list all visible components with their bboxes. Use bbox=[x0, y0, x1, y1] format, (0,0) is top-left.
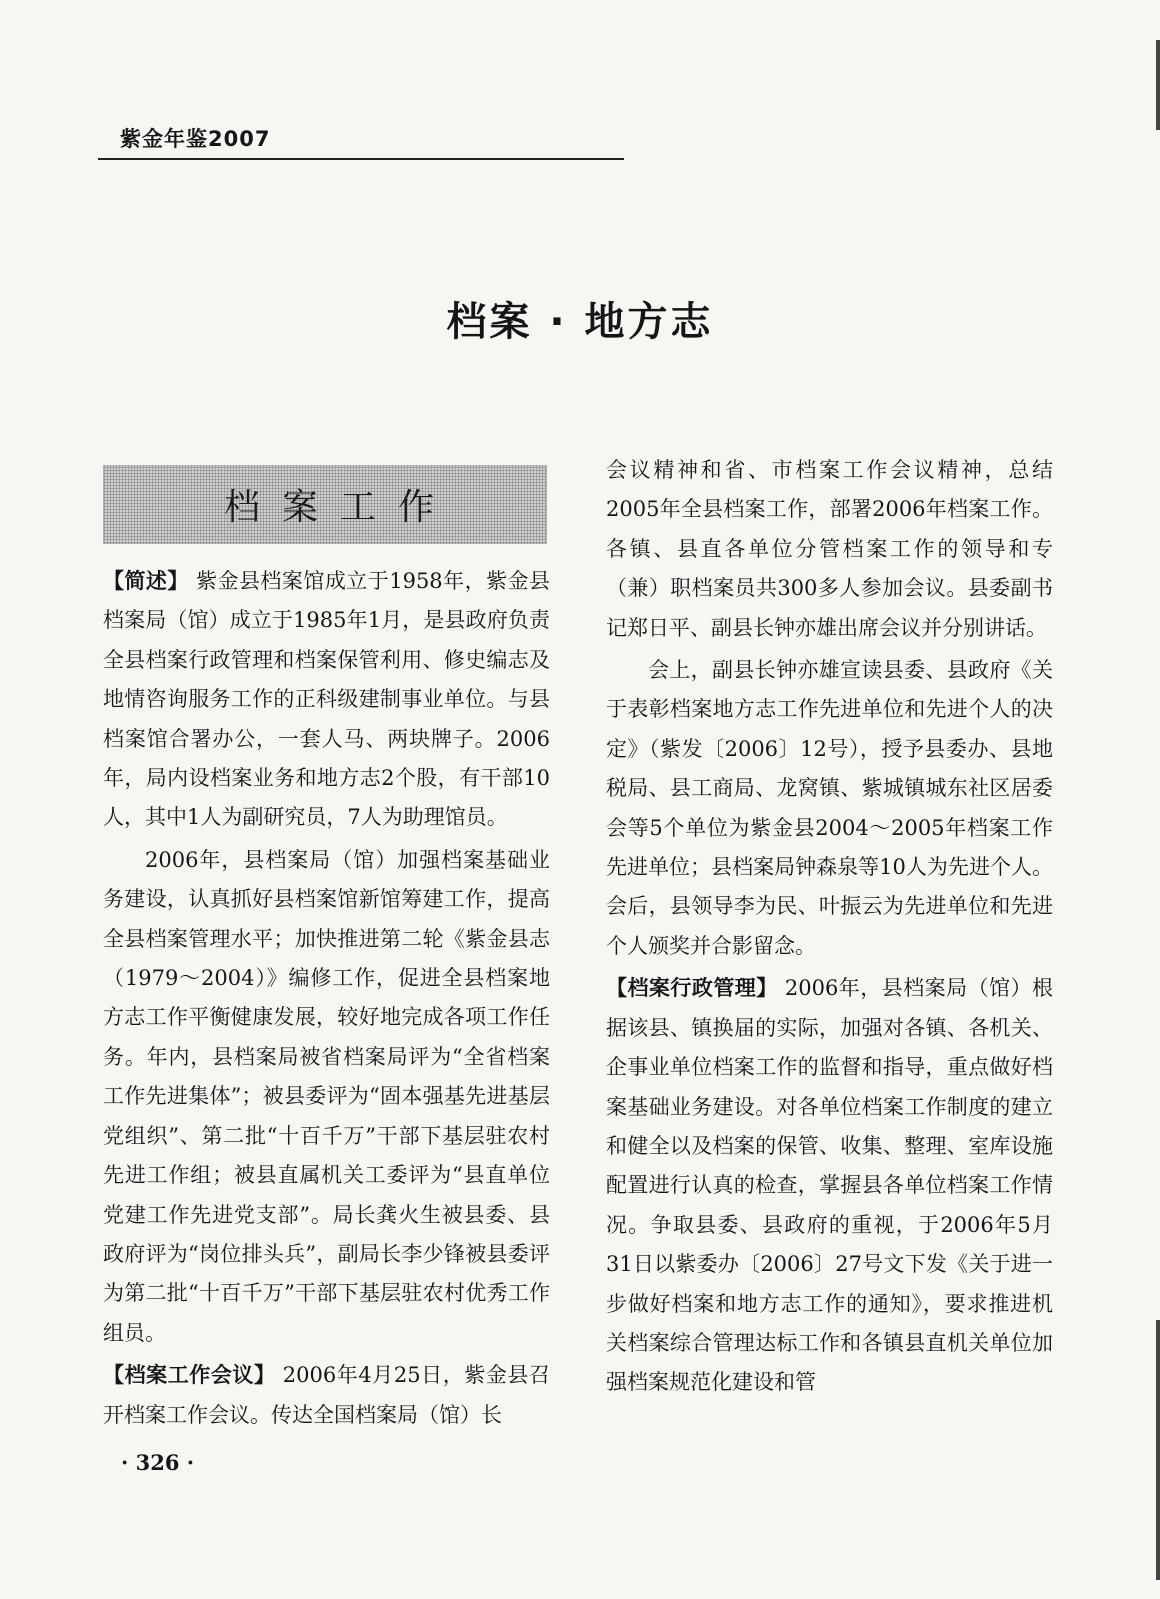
scan-edge-mark bbox=[1156, 1320, 1160, 1580]
scan-edge-mark bbox=[1156, 40, 1160, 130]
section-banner bbox=[103, 465, 547, 544]
chapter-title: 档案 · 地方志 bbox=[446, 299, 714, 345]
section-banner-title: 档案工作 bbox=[223, 487, 456, 528]
meeting-text: 2006年4月25日，紫金县召开档案工作会议。传达全国档案局（馆）长 bbox=[103, 1363, 550, 1427]
meeting-tag: 【档案工作会议】 bbox=[103, 1363, 276, 1388]
administration-text: 2006年，县档案局（馆）根据该县、镇换届的实际，加强对各镇、各机关、企事业单位档案工作的监督和指导，重点做好档案基础业务建设。对各单位档案工作制度的建立和健全以及档案的保管、收集、整理、室库设施配置进行认真的检查，掌握县各单位档案工作情况。争取县委、县政府的重视，于2006年5月31日以紫委办〔2006〕27号文下发《关于进一步做好档案和地方志工作的通知》，要求推进机关档案综合管理达标工作和各镇县直机关单位加强档案规范化建设和管 bbox=[606, 976, 1054, 1395]
achievements-paragraph: 2006年，县档案局（馆）加强档案基础业务建设，认真抓好县档案馆新馆筹建工作，提高全县档案管理水平；加快推进第二轮《紫金县志（1979～2004）》编修工作，促进全县档案地方志工作平衡健康发展，较好地完成各项工作任务。年内，县档案局被省档案局评为“全省档案工作先进集体”；被县委评为“固本强基先进基层党组织”、第二批“十百千万”干部下基层驻农村先进工作组；被县直属机关工委评为“县直单位党建工作先进党支部”。局长龚火生被县委、县政府评为“岗位排头兵”，副局长李少锋被县委评为第二批“十百千万”干部下基层驻农村优秀工作组员。 bbox=[103, 847, 550, 1345]
left-column bbox=[103, 562, 550, 1435]
right-column bbox=[606, 451, 1053, 1403]
overview-text: 紫金县档案馆成立于1958年，紫金县档案局（馆）成立于1985年1月，是县政府负责全县档案行政管理和档案保管利用、修史编志及地情咨询服务工作的正科级建制事业单位。与县档案馆合署办公，一套人马、两块牌子。2006年，局内设档案业务和地方志2个股，有干部10人，其中1人为副研究员，7人为助理馆员。 bbox=[103, 569, 550, 830]
running-head: 紫金年鉴2007 bbox=[120, 127, 271, 151]
meeting-paragraph bbox=[103, 1356, 550, 1435]
overview-tag: 【简述】 bbox=[103, 569, 189, 593]
administration-paragraph bbox=[606, 969, 1053, 1402]
header-rule bbox=[98, 158, 624, 160]
commendation-paragraph: 会上，副县长钟亦雄宣读县委、县政府《关于表彰档案地方志工作先进单位和先进个人的决定》（紫发〔2006〕12号），授予县委办、县地税局、县工商局、龙窝镇、紫城镇城东社区居委会等5个单位为紫金县2004～2005年档案工作先进单位；县档案局钟森泉等10人为先进个人。会后，县领导李为民、叶振云为先进单位和先进个人颁奖并合影留念。 bbox=[606, 658, 1053, 958]
overview-paragraph bbox=[103, 562, 550, 838]
page-number: · 326 · bbox=[121, 1450, 195, 1475]
meeting-continued-paragraph: 会议精神和省、市档案工作会议精神，总结2005年全县档案工作，部署2006年档案工作。各镇、县直各单位分管档案工作的领导和专（兼）职档案员共300多人参加会议。县委副书记郑日平、副县长钟亦雄出席会议并分别讲话。 bbox=[606, 458, 1053, 640]
administration-tag: 【档案行政管理】 bbox=[606, 976, 778, 1001]
